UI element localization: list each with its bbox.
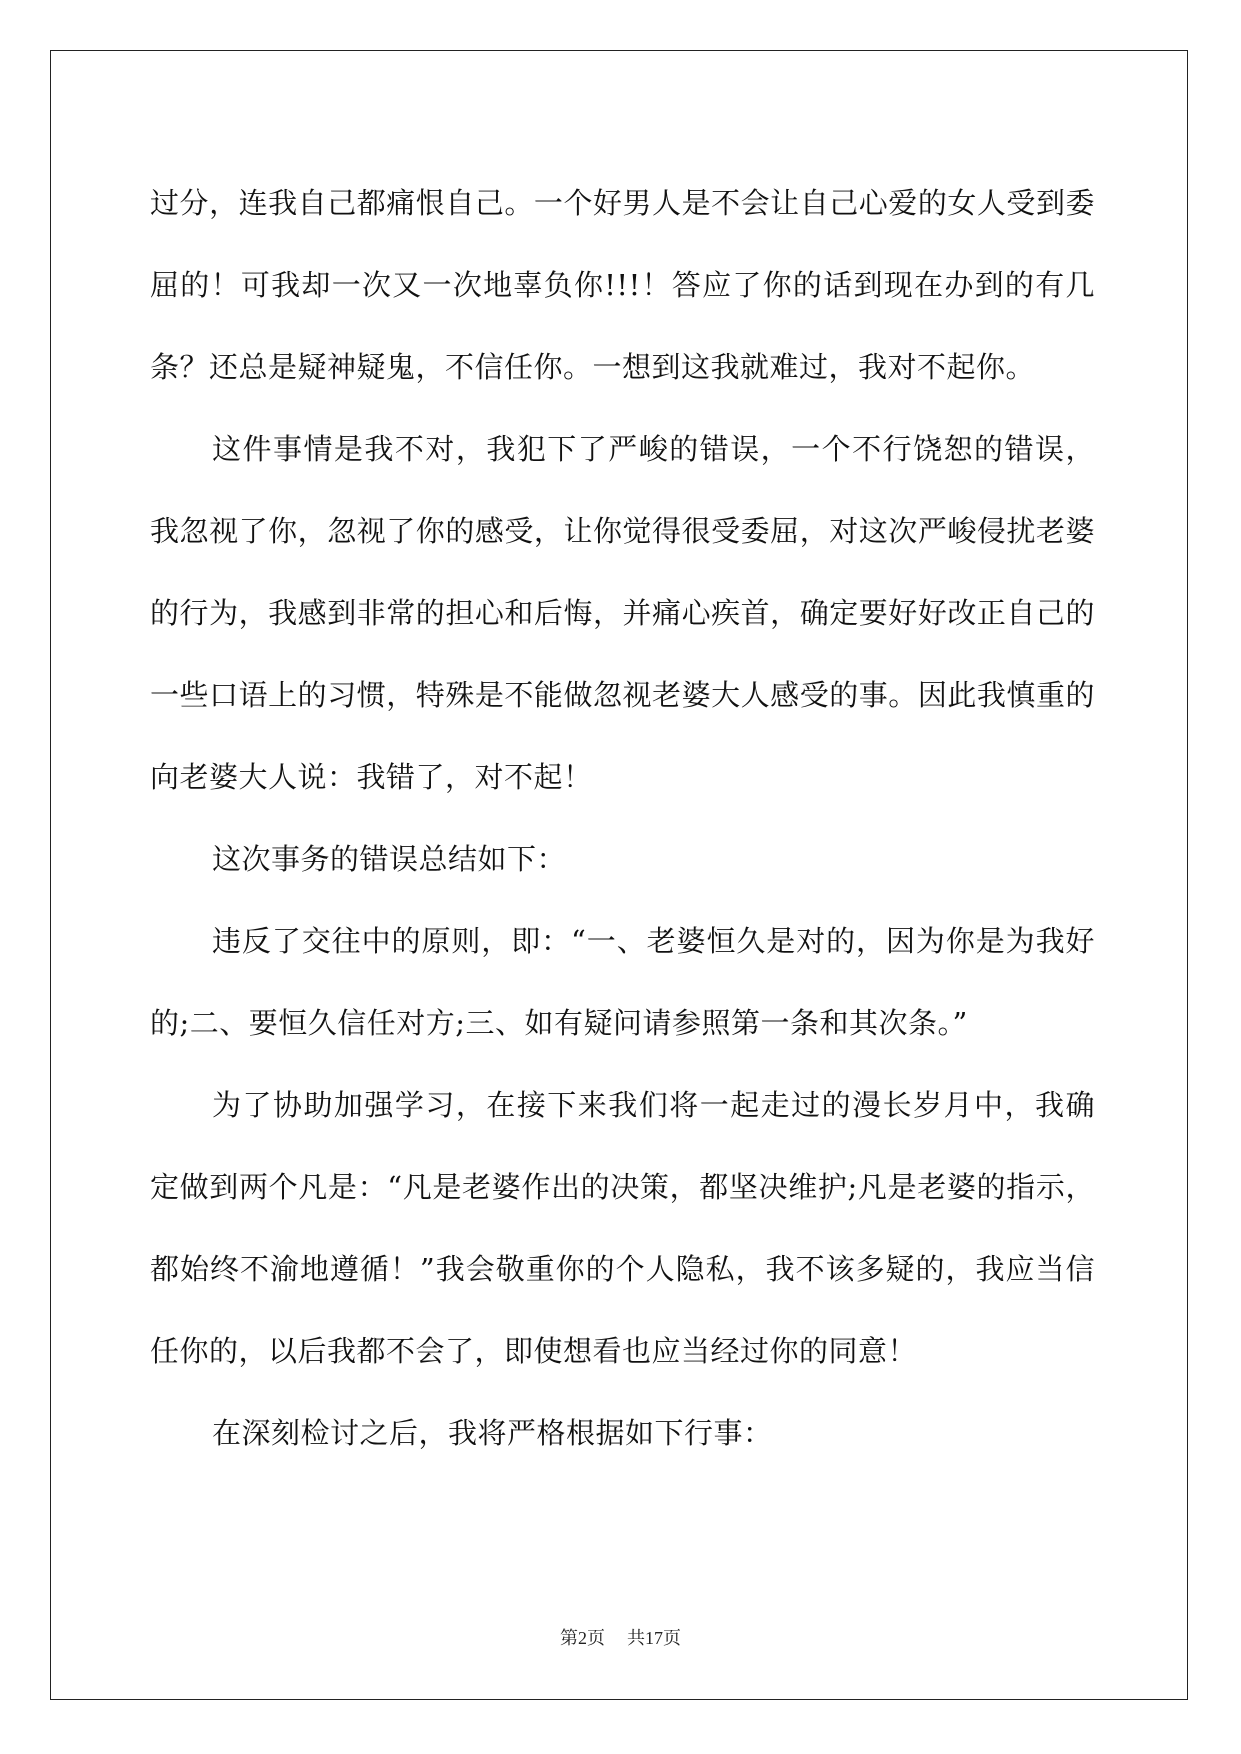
paragraph-1: 过分，连我自己都痛恨自己。一个好男人是不会让自己心爱的女人受到委屈的！可我却一次又一次地辜负你!!!！答应了你的话到现在办到的有几条？还总是疑神疑鬼，不信任你。一想到这我就难过，我对不起你。 xyxy=(150,186,1095,384)
paragraph-5: 为了协助加强学习，在接下来我们将一起走过的漫长岁月中，我确定做到两个凡是：“凡是老婆作出的决策，都坚决维护;凡是老婆的指示，都始终不渝地遵循！”我会敬重你的个人隐私，我不该多疑的，我应当信任你的，以后我都不会了，即使想看也应当经过你的同意！ xyxy=(150,1088,1095,1368)
paragraph-6: 在深刻检讨之后，我将严格根据如下行事： xyxy=(212,1416,773,1450)
paragraph-2: 这件事情是我不对，我犯下了严峻的错误，一个不行饶恕的错误，我忽视了你，忽视了你的感受，让你觉得很受委屈，对这次严峻侵扰老婆的行为，我感到非常的担心和后悔，并痛心疾首，确定要好好改正自己的一些口语上的习惯，特殊是不能做忽视老婆大人感受的事。因此我慎重的向老婆大人说：我错了，对不起！ xyxy=(150,432,1095,794)
paragraph-4: 违反了交往中的原则，即：“一、老婆恒久是对的，因为你是为我好的;二、要恒久信任对方;三、如有疑问请参照第一条和其次条。” xyxy=(150,924,1095,1040)
page-footer xyxy=(0,1624,1241,1650)
page-number-total: 共17页 xyxy=(627,1628,681,1648)
page-number-current: 第2页 xyxy=(560,1628,605,1648)
paragraph-3: 这次事务的错误总结如下： xyxy=(212,842,567,876)
document-body xyxy=(150,162,1095,1474)
